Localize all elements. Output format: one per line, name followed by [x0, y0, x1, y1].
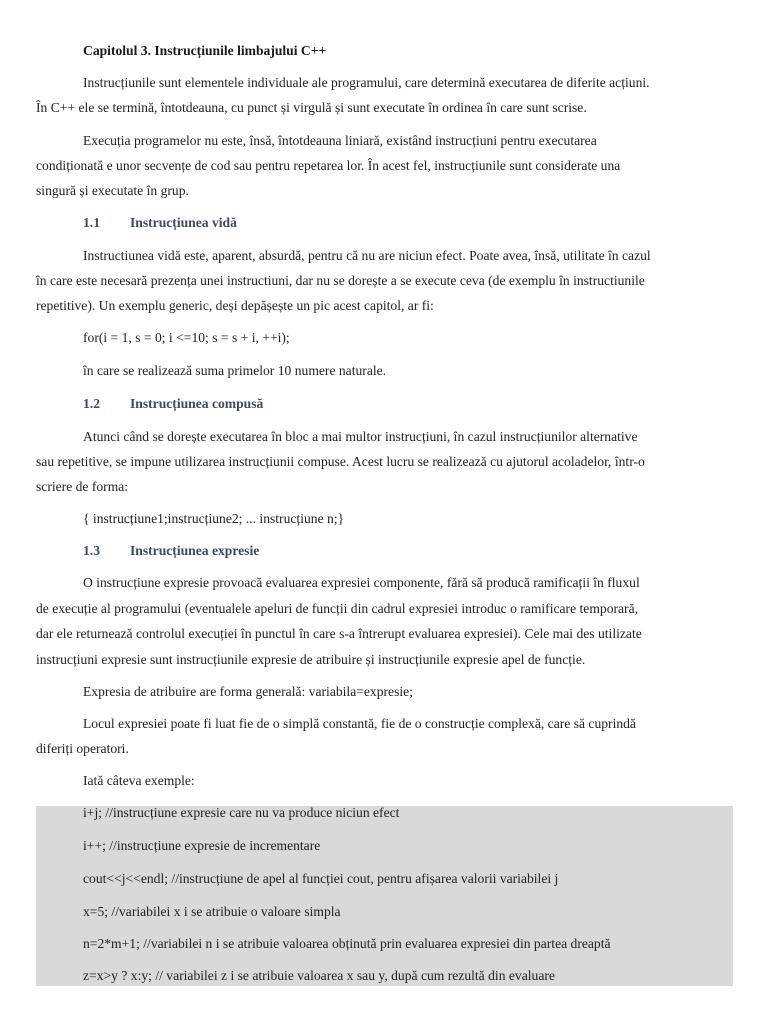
- example-line: cout<<j<<endl; //instrucțiune de apel al funcției cout, pentru afișarea valorii variabilei j: [83, 871, 559, 886]
- section-1-3-p3-line-2: diferiți operatori.: [36, 741, 129, 756]
- section-1-1-line-1: Instructiunea vidă este, aparent, absurdă, pentru că nu are niciun efect. Poate avea, însă, utilitate în cazul: [83, 248, 651, 263]
- section-1-1-after: în care se realizează suma primelor 10 numere naturale.: [83, 363, 387, 378]
- section-1-2-code: { instrucțiune1;instrucțiune2; ... instrucțiune n;}: [83, 511, 345, 526]
- chapter-title: Capitolul 3. Instrucțiunile limbajului C++: [83, 43, 327, 58]
- example-line: z=x>y ? x:y; // variabilei z i se atribuie valoarea x sau y, după cum rezultă din evaluare: [83, 968, 555, 983]
- section-1-3-p3-line-1: Locul expresiei poate fi luat fie de o simplă constantă, fie de o construcție complexă, care să cuprindă: [83, 716, 636, 731]
- section-1-2-number: 1.2: [83, 396, 100, 411]
- section-1-1-title: Instrucțiunea vidă: [130, 215, 237, 230]
- section-1-1-line-3: repetitive). Un exemplu generic, deși depășește un pic acest capitol, ar fi:: [36, 298, 434, 313]
- section-1-1-number: 1.1: [83, 215, 100, 230]
- section-1-2-line-1: Atunci când se dorește executarea în bloc a mai multor instrucțiuni, în cazul instrucțiunilor alternative: [83, 429, 638, 444]
- intro-paragraph-2-line-1: Execuția programelor nu este, însă, întotdeauna liniară, existând instrucțiuni pentru executarea: [83, 133, 597, 148]
- section-1-3-line-3: dar ele returnează controlul execuției în punctul în care s-a întrerupt evaluarea expresiei). Cele mai des utilizate: [36, 626, 642, 641]
- section-1-3-number: 1.3: [83, 543, 100, 558]
- example-line: n=2*m+1; //variabilei n i se atribuie valoarea obținută prin evaluarea expresiei din partea dreaptă: [83, 936, 611, 951]
- example-line: x=5; //variabilei x i se atribuie o valoare simpla: [83, 904, 341, 919]
- section-1-3-line-2: de execuție al programului (eventualele apeluri de funcții din cadrul expresiei introduc o ramificare temporară,: [36, 601, 639, 616]
- intro-paragraph-2-line-3: singură și executate în grup.: [36, 183, 189, 198]
- section-1-3-assignment-form: Expresia de atribuire are forma generală: variabila=expresie;: [83, 684, 413, 699]
- section-1-1-code: for(i = 1, s = 0; i <=10; s = s + i, ++i);: [83, 330, 290, 345]
- example-line: i+j; //instrucțiune expresie care nu va produce niciun efect: [83, 805, 400, 820]
- section-1-2-line-2: sau repetitive, se impune utilizarea instrucțiunii compuse. Acest lucru se realizează cu ajutorul acoladelor, într-o: [36, 454, 645, 469]
- section-1-1-line-2: în care este necesară prezența unei instructiuni, dar nu se dorește a se execute ceva (de exemplu în instructiunile: [36, 273, 645, 288]
- section-1-2-line-3: scriere de forma:: [36, 479, 129, 494]
- intro-paragraph-1-line-2: În C++ ele se termină, întotdeauna, cu punct și virgulă și sunt executate în ordinea în care sunt scrise.: [36, 100, 587, 115]
- intro-paragraph-1-line-1: Instrucțiunile sunt elementele individuale ale programului, care determină executarea de diferite acțiuni.: [83, 75, 650, 90]
- section-1-3-line-4: instrucțiuni expresie sunt instrucțiunile expresie de atribuire și instrucțiunile expresie apel de funcție.: [36, 652, 586, 667]
- intro-paragraph-2-line-2: condiționată e unor secvențe de cod sau pentru repetarea lor. În acest fel, instrucțiunile sunt considerate una: [36, 158, 621, 173]
- section-1-3-title: Instrucțiunea expresie: [130, 543, 260, 558]
- section-1-2-title: Instrucțiunea compusă: [130, 396, 264, 411]
- examples-intro: Iată câteva exemple:: [83, 773, 195, 788]
- examples-code-block: [36, 806, 733, 986]
- section-1-3-line-1: O instrucțiune expresie provoacă evaluarea expresiei componente, fără să producă ramificații în fluxul: [83, 575, 640, 590]
- example-line: i++; //instrucțiune expresie de incrementare: [83, 838, 321, 853]
